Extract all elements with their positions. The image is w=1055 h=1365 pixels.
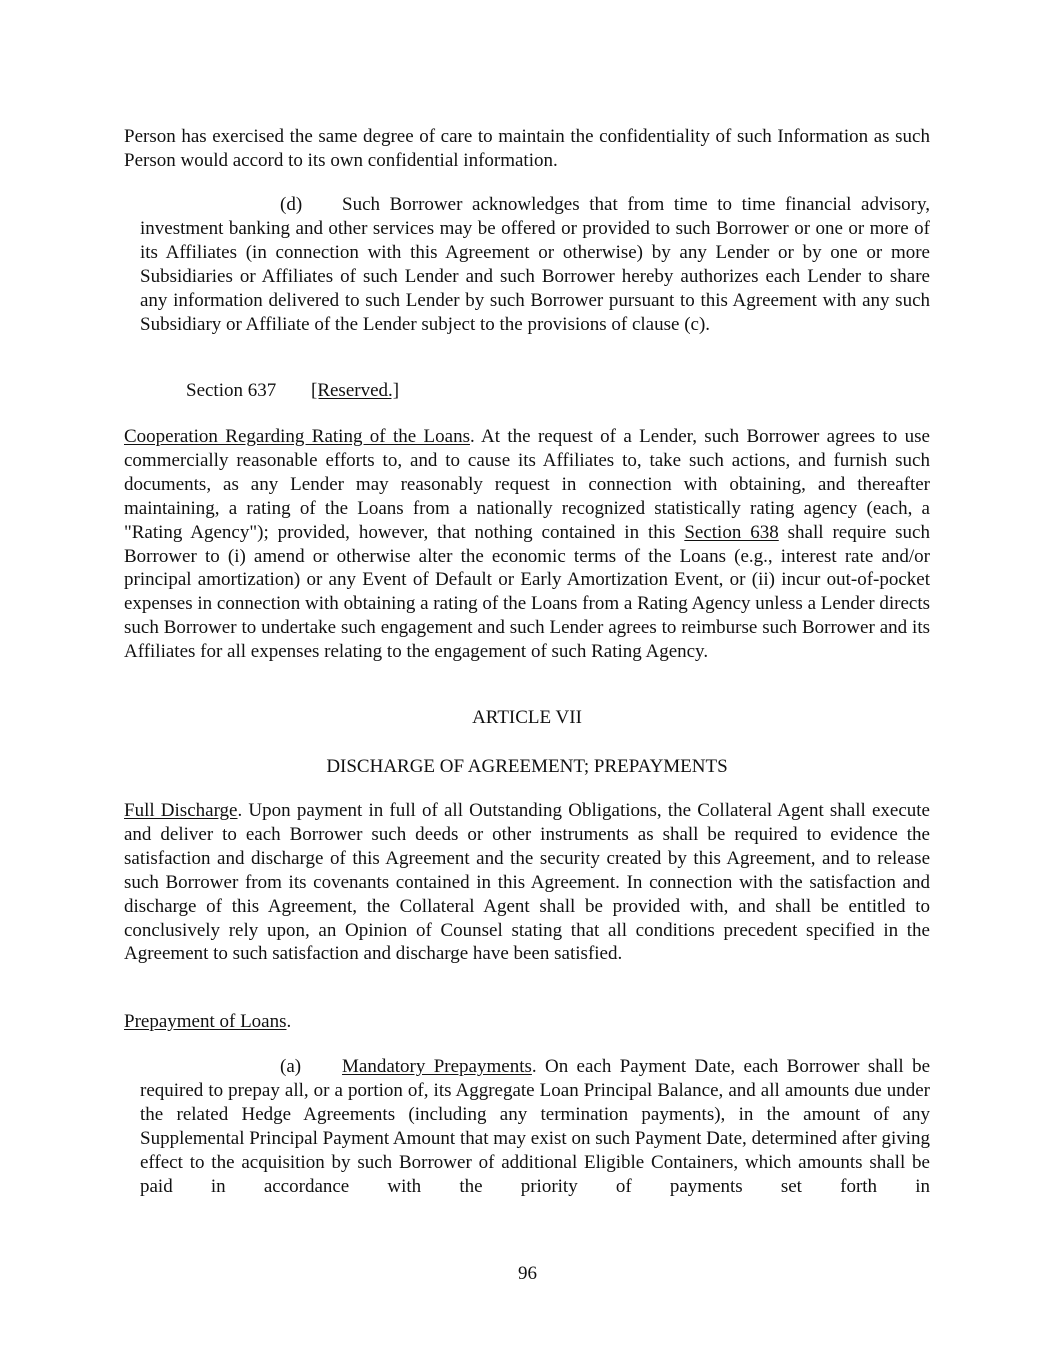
cooperation-text-2: shall require such Borrower to (i) amend or otherwise alter the economic terms of the Loans (e.g., interest rate and/or principal amortization) or any Event of Default or Early Amortization Event, or (ii) incur out-of-pocket expenses in connection with obtaining a rating of the Loans from a Rating Agency unless a Lender directs such Borrower to undertake such engagement and such Lender agrees to reimburse such Borrower and its Affiliates for all expenses relating to the engagement of such Rating Agency. — [124, 521, 930, 663]
prepayment-heading-line — [124, 1010, 930, 1034]
clause-d-label: (d) — [280, 194, 303, 215]
cooperation-text-1: . At the request of a Lender, such Borrower agrees to use commercially reasonable efforts to, and to cause its Affiliates to, take such actions, and furnish such documents, as any Lender may reasonably request in connection with obtaining, and thereafter maintaining, a rating of the Loans from a nationally recognized statistically rating agency (each, a "Rating Agency"); provided, however, that nothing contained in this — [124, 426, 930, 543]
clause-d-text: Such Borrower acknowledges that from time to time financial advisory, investment banking and other services may be offered or provided to such Borrower or one or more of its Affiliates (in connection with this Agreement or otherwise) by any Lender or by one or more Subsidiaries or Affiliates of such Lender and such Borrower hereby authorizes each Lender to share any information delivered to such Lender by such Borrower pursuant to this Agreement with any such Subsidiary or Affiliate of the Lender subject to the provisions of clause (c). — [140, 194, 930, 335]
clause-a-label: (a) — [280, 1056, 302, 1077]
full-discharge-text: . Upon payment in full of all Outstanding Obligations, the Collateral Agent shall execute and deliver to each Borrower such deeds or other instruments as shall be required to evidence the satisfaction and discharge of this Agreement and the security created by this Agreement, and to release such Borrower from its covenants contained in this Agreement. In connection with the satisfaction and discharge of this Agreement, the Collateral Agent shall be provided with, and shall be entitled to conclusively rely upon, an Opinion of Counsel stating that all conditions precedent specified in the Agreement to such satisfaction and discharge have been satisfied. — [124, 800, 930, 965]
cooperation-paragraph — [124, 425, 930, 664]
clause-d-paragraph — [140, 193, 930, 336]
page-number: 96 — [518, 1263, 537, 1284]
clause-a-text: . On each Payment Date, each Borrower shall be required to prepay all, or a portion of, its Aggregate Loan Principal Balance, and all amounts due under the related Hedge Agreements (including any termination payments), in the amount of any Supplemental Principal Payment Amount that may exist on such Payment Date, determined after giving effect to the acquisition by such Borrower of additional Eligible Containers, which amounts shall be paid in accordance with the priority of payments set forth in — [140, 1056, 930, 1197]
clause-a-paragraph — [140, 1055, 930, 1198]
paragraph-carryover: Person has exercised the same degree of care to maintain the confidentiality of such Information as such Person would accord to its own confidential information. — [124, 126, 930, 171]
section-637-title: [Reserved.] — [311, 380, 400, 401]
section-637-number: Section 637 — [186, 380, 277, 401]
prepayment-heading-suffix: . — [286, 1011, 292, 1032]
prepayment-heading: Prepayment of Loans — [124, 1011, 287, 1032]
article-number: ARTICLE VII — [472, 707, 582, 728]
cooperation-heading: Cooperation Regarding Rating of the Loans — [124, 426, 470, 447]
full-discharge-heading: Full Discharge — [124, 800, 238, 821]
clause-a-heading: Mandatory Prepayments — [342, 1056, 532, 1077]
full-discharge-paragraph — [124, 799, 930, 966]
section-638-link[interactable]: Section 638 — [684, 521, 779, 543]
article-title: DISCHARGE OF AGREEMENT; PREPAYMENTS — [326, 756, 728, 777]
